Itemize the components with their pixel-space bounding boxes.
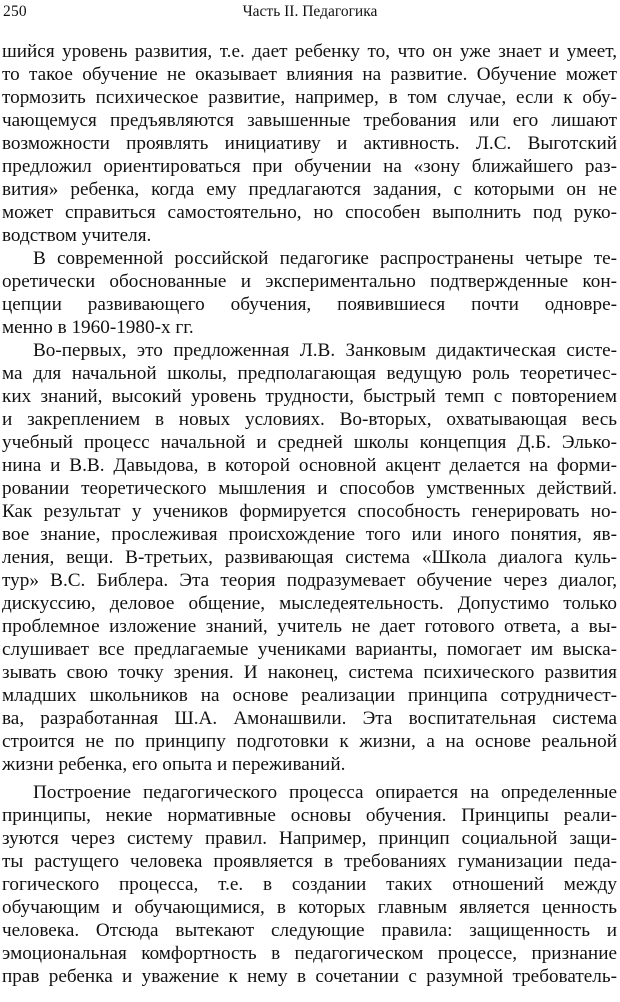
text-line: гогического процесса, т.е. в создании таких отношений между bbox=[2, 873, 617, 895]
text-line: слушивает все предлагаемые учениками варианты, помогает им выска- bbox=[2, 639, 617, 661]
text-line: Во-первых, это предложенная Л.В. Занковым дидактическая систе- bbox=[33, 340, 617, 362]
text-line: Построение педагогического процесса опирается на определенные bbox=[33, 781, 617, 803]
text-line: оретически обоснованные и экспериментально подтвержденные кон- bbox=[2, 271, 617, 293]
text-line: ровании теоретического мышления и способов умственных действий. bbox=[2, 478, 617, 500]
text-line: дискуссию, деловое общение, мыследеятельность. Допустимо только bbox=[2, 593, 617, 615]
text-line: младших школьников на основе реализации принципа сотрудничест- bbox=[2, 685, 617, 707]
text-line: зывать свою точку зрения. И наконец, система психического развития bbox=[2, 662, 617, 684]
text-line: тормозить психическое развитие, например, в том случае, если к обу- bbox=[2, 87, 617, 109]
text-line: обучающим и обучающимися, в которых главным является ценность bbox=[2, 896, 617, 918]
text-line: строится не по принципу подготовки к жизни, а на основе реальной bbox=[2, 731, 617, 753]
text-line: то такое обучение не оказывает влияния на развитие. Обучение может bbox=[2, 64, 617, 86]
text-line: принципы, некие нормативные основы обучения. Принципы реали- bbox=[2, 804, 617, 826]
text-line: ва, разработанная Ш.А. Амонашвили. Эта воспитательная система bbox=[2, 708, 617, 730]
text-line: цепции развивающего обучения, появившиеся почти одновре- bbox=[2, 294, 617, 316]
text-line: вития» ребенка, когда ему предлагаются задания, с которыми он не bbox=[2, 179, 617, 201]
text-line: шийся уровень развития, т.е. дает ребенку то, что он уже знает и умеет, bbox=[2, 41, 617, 62]
text-line: возможности проявлять инициативу и активность. Л.С. Выготский bbox=[2, 133, 617, 155]
text-line: эмоциональная комфортность в педагогическом процессе, признание bbox=[2, 942, 617, 964]
page-header bbox=[0, 0, 620, 30]
text-line: водством учителя. bbox=[2, 225, 152, 247]
text-line: проблемное изложение знаний, учитель не дает готового ответа, а вы- bbox=[2, 616, 617, 638]
text-line: нина и В.В. Давыдова, в которой основной акцент делается на форми- bbox=[2, 455, 617, 477]
text-line: учебный процесс начальной и средней школы концепция Д.Б. Элько- bbox=[2, 432, 617, 454]
paragraph bbox=[2, 40, 617, 247]
text-line: зуются через систему правил. Например, принцип социальной защи- bbox=[2, 827, 617, 849]
paragraph bbox=[2, 781, 617, 988]
text-line: вое знание, прослеживая происхождение того или иного понятия, яв- bbox=[2, 524, 617, 546]
text-line: В современной российской педагогике распространены четыре те- bbox=[33, 248, 617, 270]
running-title: Часть II. Педагогика bbox=[242, 3, 378, 20]
text-line: прав ребенка и уважение к нему в сочетании с разумной требователь- bbox=[2, 965, 617, 987]
text-line: ления, вещи. В-третьих, развивающая система «Школа диалога куль- bbox=[2, 547, 617, 569]
text-line: чающемуся предъявляются завышенные требования или его лишают bbox=[2, 110, 617, 132]
text-line: может справиться самостоятельно, но способен выполнить под руко- bbox=[2, 202, 617, 224]
paragraph bbox=[2, 247, 617, 339]
text-line: ких знаний, высокий уровень трудности, быстрый темп с повторением bbox=[2, 386, 617, 408]
text-line: Как результат у учеников формируется способность генерировать но- bbox=[2, 501, 617, 523]
text-line: тур» В.С. Библера. Эта теория подразумевает обучение через диалог, bbox=[2, 570, 617, 592]
text-line: ма для начальной школы, предполагающая ведущую роль теоретичес- bbox=[2, 363, 617, 385]
text-line: менно в 1960-1980-х гг. bbox=[2, 317, 194, 339]
paragraph bbox=[2, 339, 617, 776]
text-line: жизни ребенка, его опыта и переживаний. bbox=[2, 754, 346, 776]
text-line: человека. Отсюда вытекают следующие правила: защищенность и bbox=[2, 919, 617, 941]
body-text bbox=[2, 40, 617, 988]
text-line: и закреплением в новых условиях. Во-вторых, охватывающая весь bbox=[2, 409, 617, 431]
text-line: предложил ориентироваться при обучении на «зону ближайшего раз- bbox=[2, 156, 617, 178]
text-line: ты растущего человека проявляется в требованиях гуманизации педа- bbox=[2, 850, 617, 872]
page-number: 250 bbox=[3, 3, 27, 20]
